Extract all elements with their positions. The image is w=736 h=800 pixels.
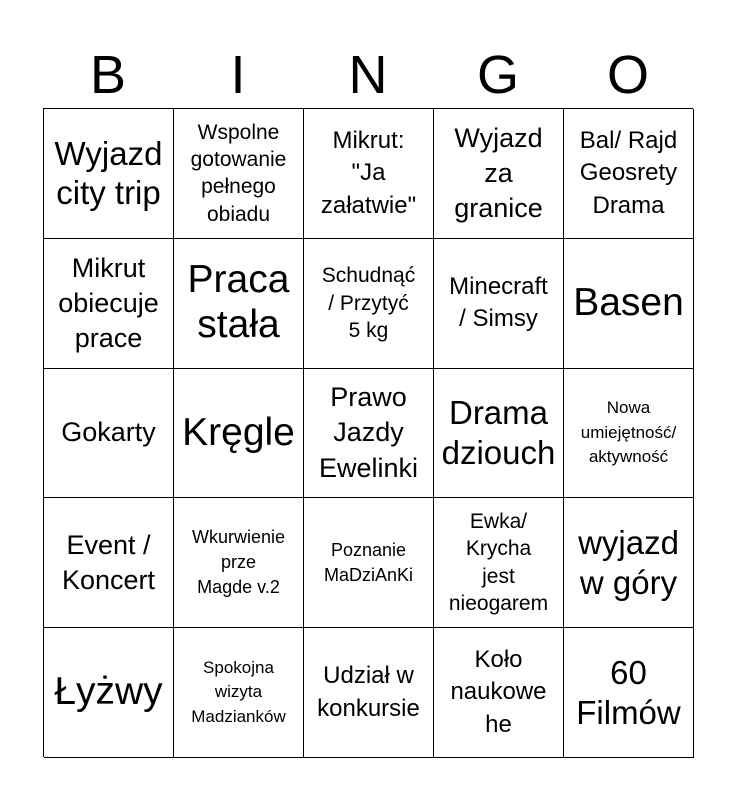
cell-label: Udział w konkursie <box>317 662 420 722</box>
cell-label: Mikrut obiecuje prace <box>58 252 159 353</box>
cell-label: Basen <box>573 280 684 324</box>
bingo-cell-r3-c3[interactable] <box>304 369 434 499</box>
cell-label: Bal/ Rajd Geosrety Drama <box>579 126 678 219</box>
bingo-cell-r5-c3[interactable] <box>304 628 434 758</box>
cell-label: Prawo Jazdy Ewelinki <box>318 382 419 483</box>
cell-label: Nowa umiejętność/ aktywność <box>580 398 677 467</box>
bingo-cell-r4-c4[interactable] <box>434 498 564 628</box>
cell-label: Praca stała <box>187 258 290 347</box>
bingo-cell-r4-c1[interactable] <box>44 498 174 628</box>
bingo-cell-r2-c4[interactable] <box>434 239 564 369</box>
cell-label: wyjazd w góry <box>578 524 679 601</box>
header-letter-b: B <box>89 45 127 105</box>
cell-label: Wyjazd city trip <box>54 134 163 212</box>
bingo-cell-r4-c5[interactable] <box>564 498 694 628</box>
cell-label: Wspolne gotowanie pełnego obiadu <box>190 120 287 226</box>
header-letter-o: O <box>606 45 649 105</box>
bingo-cell-r2-c2[interactable] <box>174 239 304 369</box>
header-letter-i: I <box>230 45 246 105</box>
bingo-cell-r4-c3[interactable] <box>304 498 434 628</box>
cell-label: Mikrut: "Ja załatwie" <box>320 126 417 219</box>
bingo-cell-r2-c3[interactable] <box>304 239 434 369</box>
bingo-cell-r5-c2[interactable] <box>174 628 304 758</box>
bingo-cell-r3-c2[interactable] <box>174 369 304 499</box>
cell-label: 60 Filmów <box>576 653 681 731</box>
cell-label: Event / Koncert <box>61 529 156 595</box>
cell-label: Koło naukowe he <box>450 646 547 738</box>
header-letter-n: N <box>348 45 388 105</box>
cell-label: Poznanie MaDziAnKi <box>323 539 414 585</box>
cell-label: Spokojna wizyta Madzianków <box>191 657 286 726</box>
cell-label: Gokarty <box>61 417 156 448</box>
bingo-cell-r5-c4[interactable] <box>434 628 564 758</box>
cell-label: Ewka/ Krycha jest nieogarem <box>448 510 549 616</box>
cell-label: Łyżwy <box>54 670 163 714</box>
bingo-grid <box>43 108 693 757</box>
bingo-cell-r1-c2[interactable] <box>174 109 304 239</box>
cell-label: Minecraft / Simsy <box>449 272 548 333</box>
bingo-cell-r1-c5[interactable] <box>564 109 694 239</box>
bingo-header <box>43 40 693 110</box>
bingo-cell-r5-c1[interactable] <box>44 628 174 758</box>
cell-label: Schudnąć / Przytyć 5 kg <box>321 264 416 342</box>
bingo-cell-r2-c1[interactable] <box>44 239 174 369</box>
cell-label: Kręgle <box>182 410 295 454</box>
bingo-cell-r1-c3[interactable] <box>304 109 434 239</box>
header-letter-g: G <box>476 45 519 105</box>
cell-label: Wkurwienie prze Magde v.2 <box>191 527 286 598</box>
bingo-cell-r3-c4[interactable] <box>434 369 564 499</box>
bingo-cell-r3-c5[interactable] <box>564 369 694 499</box>
bingo-cell-r2-c5[interactable] <box>564 239 694 369</box>
cell-label: Wyjazd za granice <box>454 122 543 223</box>
bingo-cell-r1-c4[interactable] <box>434 109 564 239</box>
bingo-cell-r4-c2[interactable] <box>174 498 304 628</box>
cell-label: Drama dziouch <box>441 394 556 471</box>
bingo-cell-r3-c1[interactable] <box>44 369 174 499</box>
bingo-cell-r5-c5[interactable] <box>564 628 694 758</box>
bingo-cell-r1-c1[interactable] <box>44 109 174 239</box>
